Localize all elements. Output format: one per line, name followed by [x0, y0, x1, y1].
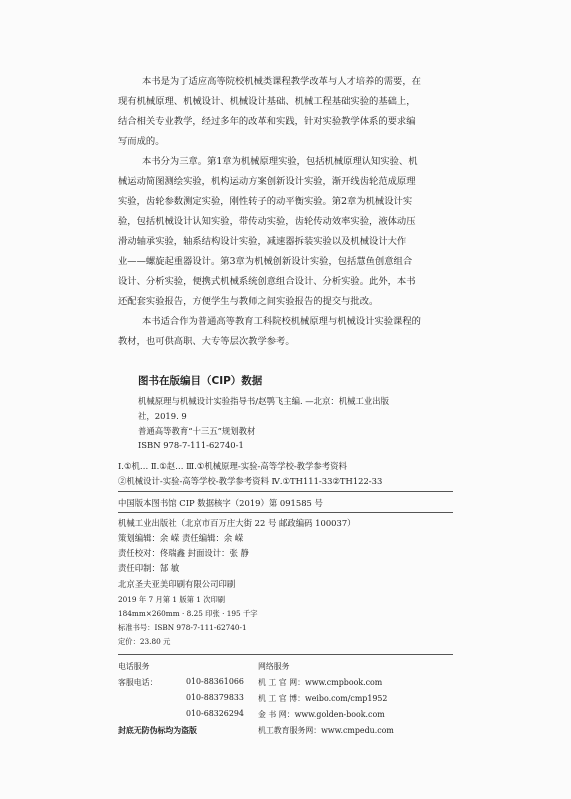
intro-line: 本书分为三章。第1章为机械原理实验，包括机械原理认知实验、机 [142, 156, 418, 167]
intro-line: 设计、分析实验，便携式机械系统创意组合设计、分析实验。此外，本书 [118, 276, 416, 287]
publisher-name: 机械工业出版社（北京市百万庄大街 22 号 邮政编码 100037） [118, 518, 356, 528]
anti-counterfeit-notice: 封底无防伪标均为盗版 [118, 726, 197, 735]
cip-isbn: ISBN 978-7-111-62740-1 [138, 440, 244, 450]
intro-line: 滑动轴承实验，轴系结构设计实验，减速器拆装实验以及机械设计大作 [118, 236, 407, 247]
phone-number: 010-88379833 [186, 693, 244, 702]
intro-line: 教材，也可供高职、大专等层次教学参考。 [118, 336, 295, 347]
net-item: 机 工 官 网：www.cmpbook.com [258, 678, 383, 687]
editors: 策划编辑：余 嵘 责任编辑：余 嵘 [118, 533, 244, 543]
intro-line: 写而成的。 [118, 136, 165, 147]
intro-line: 业——螺旋起重器设计。第3章为机械创新设计实验，包括慧鱼创意组合 [118, 256, 413, 267]
cip-class-line: Ⅰ.①机… Ⅱ.①赵… Ⅲ.①机械原理-实验-高等学校-教学参考资料 [118, 461, 347, 471]
divider [118, 512, 453, 513]
intro-line: 械运动简图测绘实验，机构运动方案创新设计实验，渐开线齿轮范成原理 [118, 176, 416, 187]
printer: 北京圣夫亚美印刷有限公司印刷 [118, 579, 236, 589]
cip-line: 普通高等教育“十三五”规划教材 [138, 426, 256, 436]
price: 定价：23.80 元 [118, 637, 171, 646]
phone-service-header: 电话服务 [118, 662, 150, 671]
net-item: 机工教育服务网：www.cmpedu.com [258, 726, 394, 735]
format: 184mm×260mm · 8.25 印张 · 195 千字 [118, 609, 258, 618]
cip-class-line: ②机械设计-实验-高等学校-教学参考资料 Ⅳ.①TH111-33②TH122-33 [118, 476, 383, 486]
isbn: 标准书号：ISBN 978-7-111-62740-1 [118, 623, 247, 632]
cip-core-number: 中国版本图书馆 CIP 数据核字（2019）第 091585 号 [118, 498, 323, 508]
edition: 2019 年 7 月第 1 版第 1 次印刷 [118, 595, 226, 604]
intro-line: 现有机械原理、机械设计、机械设计基础、机械工程基础实验的基础上， [118, 96, 416, 107]
divider [118, 491, 453, 492]
intro-line: 本书是为了适应高等院校机械类课程教学改革与人才培养的需要，在 [142, 76, 421, 87]
net-item: 金 书 网：www.golden-book.com [258, 710, 385, 719]
intro-line: 本书适合作为普通高等教育工科院校机械原理与机械设计实验课程的 [142, 316, 421, 327]
print-responsible: 责任印制：郜 敏 [118, 563, 180, 573]
phone-number: 010-88361066 [186, 677, 244, 686]
intro-line: 结合相关专业教学，经过多年的改革和实践，针对实验教学体系的要求编 [118, 116, 416, 127]
intro-line: 实验，齿轮参数测定实验，刚性转子的动平衡实验。第2章为机械设计实 [118, 196, 413, 207]
proofreader: 责任校对：佟瑞鑫 封面设计：张 静 [118, 548, 249, 558]
intro-line: 验，包括机械设计认知实验，带传动实验，齿轮传动效率实验，液体动压 [118, 216, 416, 227]
phone-label: 客服电话： [118, 678, 158, 687]
cip-line: 社，2019. 9 [138, 411, 187, 421]
net-service-header: 网络服务 [258, 662, 290, 671]
cip-title: 图书在版编目（CIP）数据 [138, 375, 263, 387]
divider [118, 654, 453, 655]
intro-line: 还配套实验报告，方便学生与教师之间实验报告的提交与批改。 [118, 296, 379, 307]
phone-number: 010-68326294 [186, 709, 244, 718]
net-item: 机 工 官 博：weibo.com/cmp1952 [258, 694, 388, 703]
cip-line: 机械原理与机械设计实验指导书/赵鹗飞主编. —北京：机械工业出版 [138, 396, 390, 406]
